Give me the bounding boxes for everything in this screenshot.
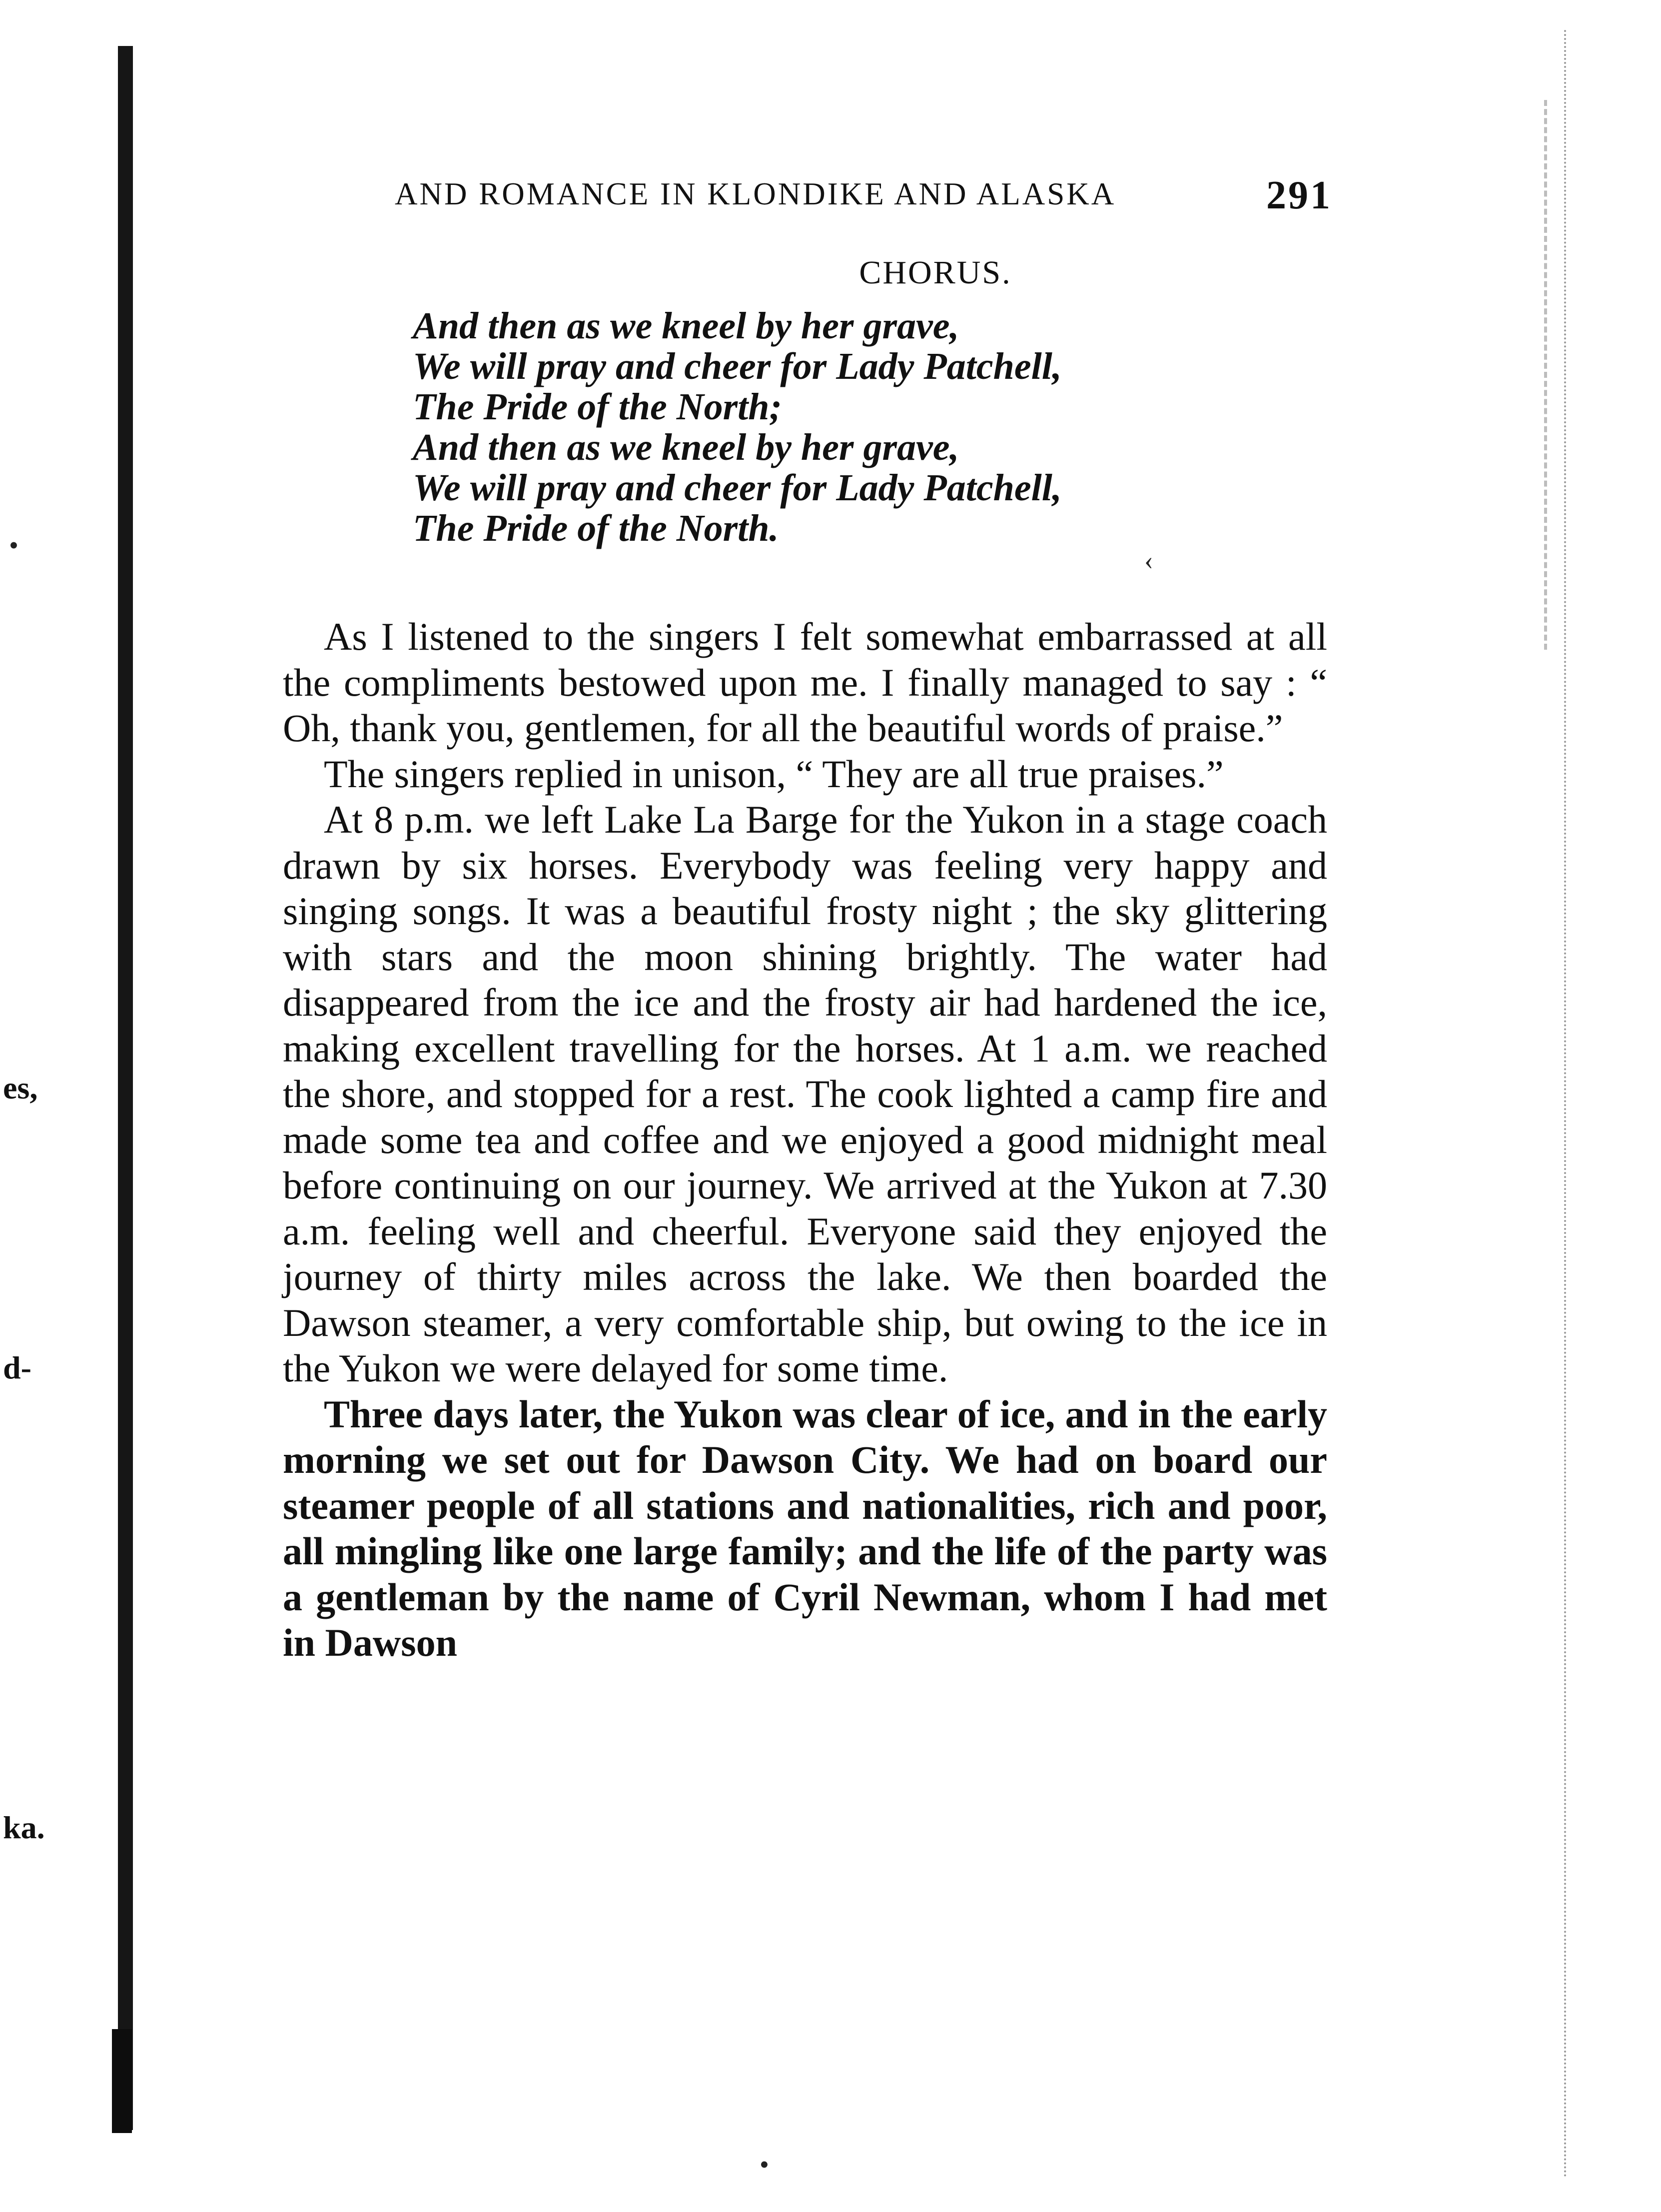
- verse-line: We will pray and cheer for Lady Patchell,: [413, 467, 1062, 509]
- running-head-title: AND ROMANCE IN KLONDIKE AND ALASKA: [395, 176, 1116, 211]
- margin-fragment: ka.: [3, 1810, 45, 1845]
- chorus-verse: [413, 306, 1062, 549]
- paragraph: The singers replied in unison, “ They are all true praises.”: [324, 752, 1224, 796]
- verse-line: And then as we kneel by her grave,: [413, 426, 959, 468]
- paragraph: Three days later, the Yukon was clear of ice, and in the early morning we set out for Dawson City. We had on board our steamer people of all stations and nationalities, rich and poor, all mingling like one large family; and the life of the party was a gentleman by the name of Cyril Newman, whom I had met in Dawson: [283, 1392, 1327, 1664]
- margin-fragment: es,: [3, 1070, 38, 1106]
- binding-gutter-shadow-bottom: [112, 2029, 132, 2133]
- margin-fragment: d-: [3, 1350, 31, 1385]
- scan-speck: ‹: [1144, 545, 1153, 575]
- paragraph: At 8 p.m. we left Lake La Barge for the Yukon in a stage coach drawn by six horses. Everybody was feeling very happy and singing songs. It was a beautiful frosty night ; the sky glittering with stars and the moon shining brightly. The water had disappeared from the ice and the frosty air had hardened the ice, making excellent travelling for the horses. At 1 a.m. we reached the shore, and stopped for a rest. The cook lighted a camp fire and made some tea and coffee and we enjoyed a good midnight meal before continuing on our journey. We arrived at the Yukon at 7.30 a.m. feeling well and cheerful. Everyone said they enjoyed the journey of thirty miles across the lake. We then boarded the Dawson steamer, a very comfortable ship, but owing to the ice in the Yukon we were delayed for some time.: [283, 798, 1327, 1390]
- paragraph: As I listened to the singers I felt somewhat embarrassed at all the compliments bestowed upon me. I finally managed to say : “ Oh, thank you, gentlemen, for all the beautiful words of praise.”: [283, 615, 1327, 750]
- scan-speck: •: [9, 530, 18, 560]
- page-edge-noise: [1564, 30, 1586, 2179]
- verse-line: And then as we kneel by her grave,: [413, 305, 959, 347]
- body-text: [283, 614, 1327, 1666]
- verse-line: We will pray and cheer for Lady Patchell,: [413, 345, 1062, 387]
- chorus-heading: CHORUS.: [859, 254, 1012, 291]
- verse-line: The Pride of the North;: [413, 386, 782, 428]
- scan-speck: •: [760, 2150, 769, 2180]
- page-number: 291: [1266, 173, 1332, 217]
- page-edge-noise-inner: [1544, 100, 1562, 650]
- verse-line: The Pride of the North.: [413, 507, 779, 549]
- binding-gutter-shadow: [118, 46, 133, 2130]
